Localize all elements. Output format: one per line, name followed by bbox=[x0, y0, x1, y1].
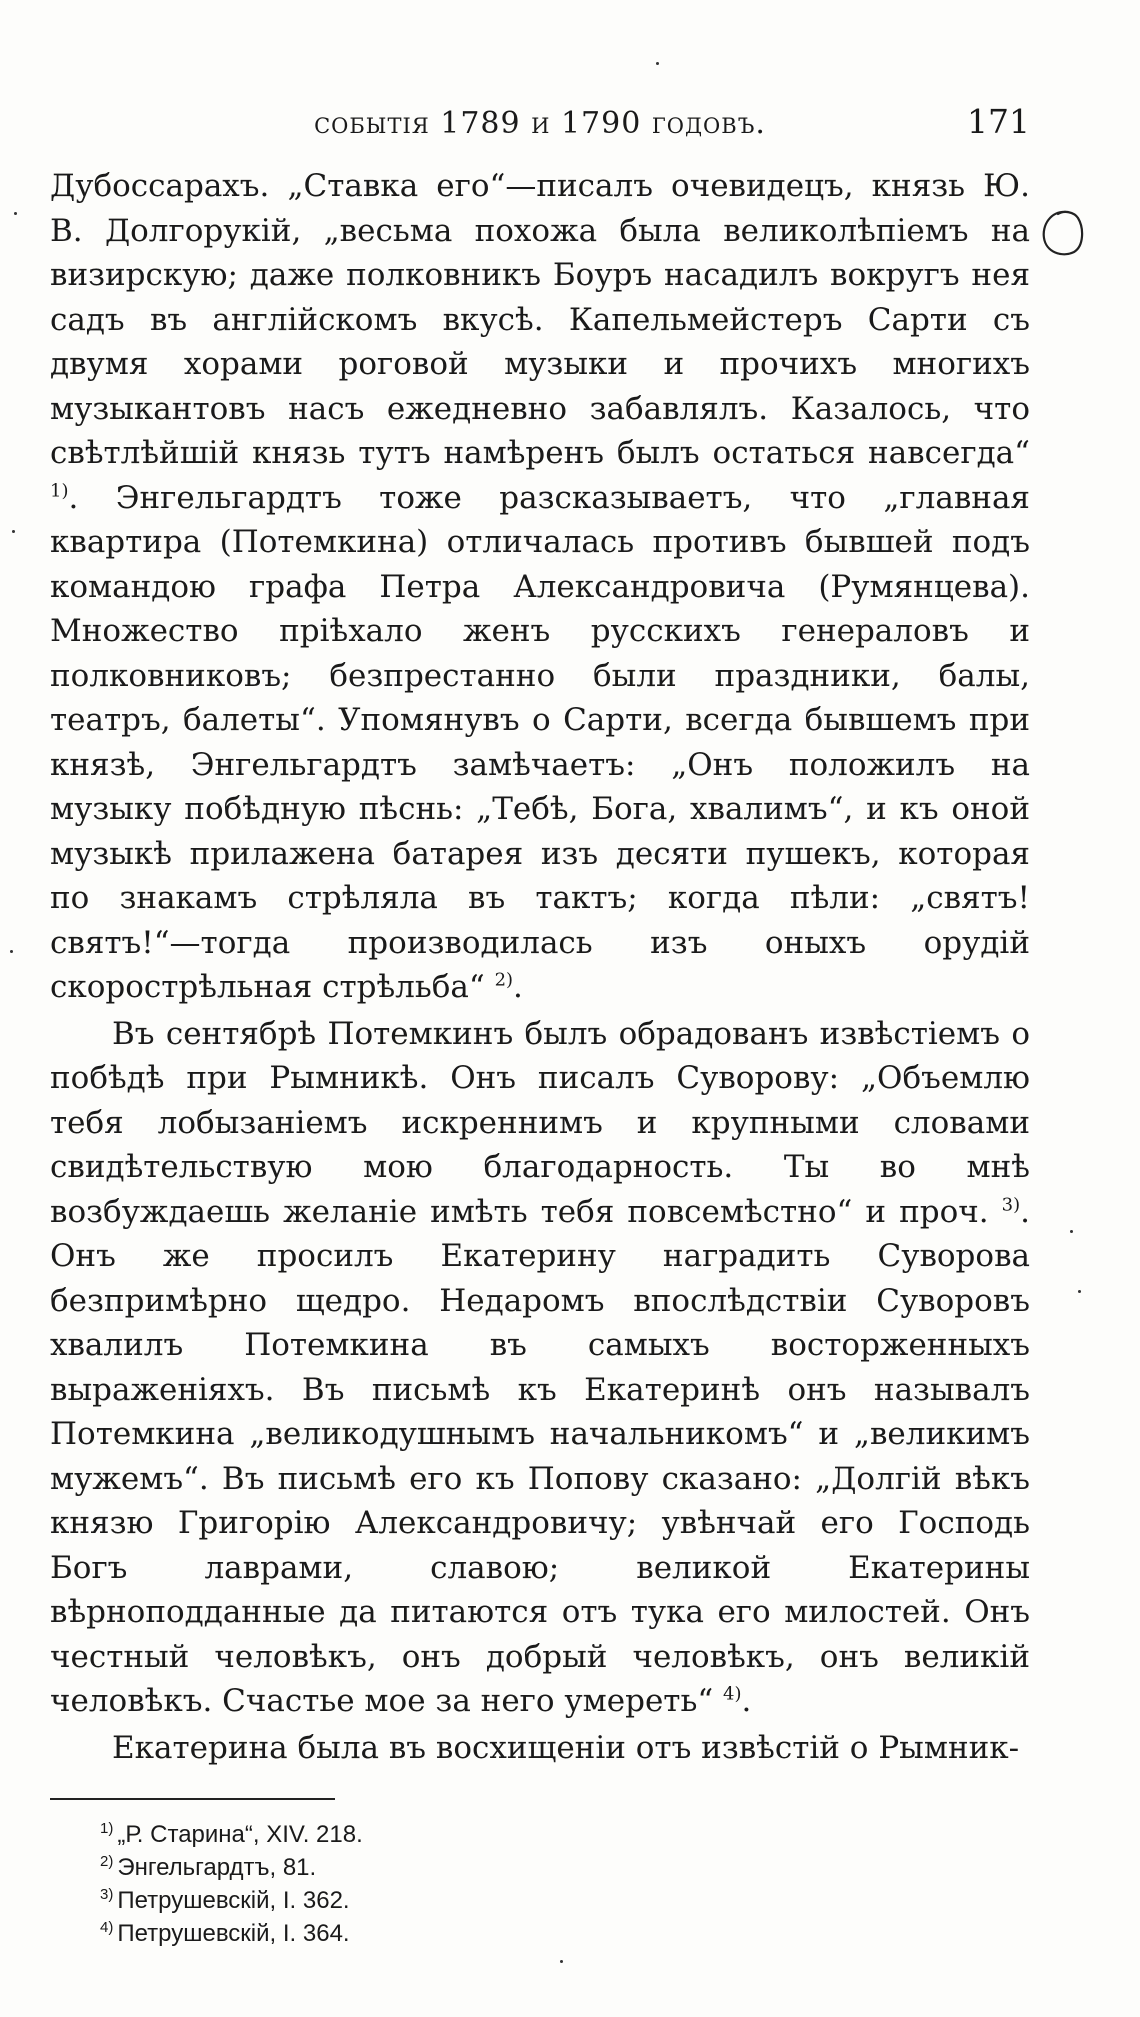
footnote-mark: 4) bbox=[100, 1919, 114, 1936]
pencil-circle-mark bbox=[1038, 208, 1086, 260]
footnote-text: Петрушевскій, I. 362. bbox=[117, 1887, 350, 1914]
paragraph-text: Въ сентябрѣ Потемкинъ былъ обрадованъ извѣстіемъ о побѣдѣ при Рымникѣ. Онъ писалъ Суворову: „Объемлю тебя лобызаніемъ искреннимъ и крупными словами свидѣтельствую мою благодарность. Ты во мнѣ возбуждаешь желаніе имѣть тебя повсемѣстно“ и проч. bbox=[50, 1015, 1030, 1230]
paragraph-text: . bbox=[741, 1683, 752, 1719]
footnote-mark: 3) bbox=[100, 1886, 114, 1903]
footnote-reference: 3) bbox=[1001, 1194, 1021, 1216]
running-head bbox=[50, 100, 1030, 160]
paragraph-text: . Онъ же просилъ Екатерину наградить Суворова безпримѣрно щедро. Недаромъ впослѣдствіи Суворовъ хвалилъ Потемкина въ самыхъ восторженныхъ выраженіяхъ. Въ письмѣ къ Екатеринѣ онъ называлъ Потемкина „великодушнымъ начальникомъ“ и „великимъ мужемъ“. Въ письмѣ его къ Попову сказано: „Долгій вѣкъ князю Григорію Александровичу; увѣнчай его Господь Богъ лаврами, славою; великой Екатерины вѣрноподданные да питаются отъ тука его милостей. Онъ честный человѣкъ, онъ добрый человѣкъ, онъ великій человѣкъ. Счастье мое за него умереть“ bbox=[50, 1193, 1030, 1719]
footnote-text: Энгельгардтъ, 81. bbox=[117, 1854, 317, 1881]
footnote bbox=[100, 1917, 1030, 1950]
footnote-text: Петрушевскій, I. 364. bbox=[117, 1920, 350, 1947]
footnotes bbox=[50, 1818, 1030, 1950]
footnote bbox=[100, 1884, 1030, 1917]
paragraph bbox=[50, 1726, 1030, 1771]
paragraph bbox=[50, 164, 1030, 1010]
margin-speck bbox=[12, 530, 15, 533]
footnote-reference: 4) bbox=[723, 1683, 742, 1705]
footnote-reference: 2) bbox=[494, 969, 514, 991]
paragraph-text: Дубоссарахъ. „Ставка его“—писалъ очевидецъ, князь Ю. В. Долгорукій, „весьма похожа была великолѣпіемъ на визирскую; даже полковникъ Боуръ насадилъ вокругъ нея садъ въ англійскомъ вкусѣ. Капельмейстеръ Сарти съ двумя хорами роговой музыки и прочихъ многихъ музыкантовъ насъ ежедневно забавлялъ. Казалось, что свѣтлѣйшій князь тутъ намѣренъ былъ остаться навсегда“ bbox=[50, 168, 1030, 471]
paragraph-text: . Энгельгардтъ тоже разсказываетъ, что „главная квартира (Потемкина) отличалась противъ бывшей подъ командою графа Петра Александровича (Румянцева). Множество пріѣхало женъ русскихъ генераловъ и полковниковъ; безпрестанно были праздники, балы, театръ, балеты“. Упомянувъ о Сарти, всегда бывшемъ при князѣ, Энгельгардтъ замѣчаетъ: „Онъ положилъ на музыку побѣдную пѣснь: „Тебѣ, Бога, хвалимъ“, и къ оной музыкѣ прилажена батарея изъ десяти пушекъ, которая по знакамъ стрѣляла въ тактъ; когда пѣли: „святъ! святъ!“—тогда производилась изъ оныхъ орудій скорострѣльная стрѣльба“ bbox=[50, 479, 1030, 1005]
body-text bbox=[50, 164, 1030, 1770]
footnote bbox=[100, 1851, 1030, 1884]
footnote-text: „Р. Старина“, XIV. 218. bbox=[117, 1821, 363, 1848]
margin-speck bbox=[1070, 1230, 1073, 1233]
margin-speck bbox=[10, 950, 13, 953]
margin-speck bbox=[560, 1960, 563, 1963]
margin-speck bbox=[656, 62, 659, 65]
page-number: 171 bbox=[967, 102, 1030, 141]
running-title: событія 1789 и 1790 годовъ. bbox=[314, 106, 766, 141]
margin-speck bbox=[1078, 1290, 1081, 1293]
footnote-rule bbox=[50, 1798, 335, 1800]
footnote-mark: 1) bbox=[100, 1820, 114, 1837]
footnote bbox=[100, 1818, 1030, 1851]
margin-speck bbox=[14, 212, 17, 215]
paragraph-text: Екатерина была въ восхищеніи отъ извѣстій о Рымник- bbox=[112, 1729, 1020, 1766]
paragraph bbox=[50, 1012, 1030, 1724]
footnote-mark: 2) bbox=[100, 1853, 114, 1870]
paragraph-text: . bbox=[513, 969, 523, 1005]
footnote-reference: 1) bbox=[50, 480, 69, 502]
book-page bbox=[50, 100, 1030, 1950]
